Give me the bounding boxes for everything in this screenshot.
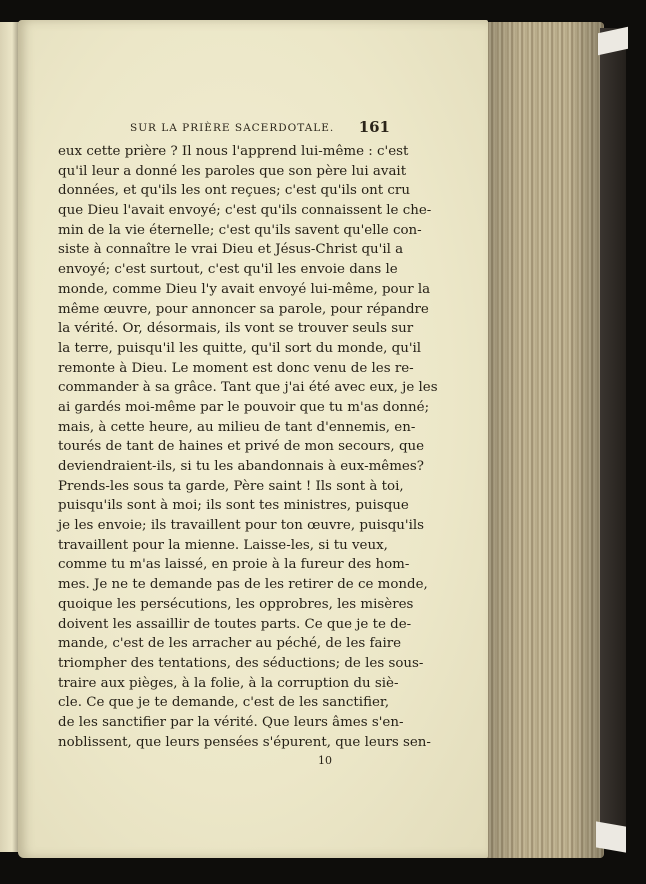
page-block-fore-edge bbox=[486, 22, 604, 858]
text-line: commander à sa grâce. Tant que j'ai été avec eux, je les bbox=[58, 380, 438, 396]
facing-page-edge bbox=[0, 22, 20, 852]
text-line: eux cette prière ? Il nous l'apprend lui-même : c'est bbox=[58, 144, 409, 159]
text-line: triompher des tentations, des séductions; de les sous- bbox=[58, 655, 424, 671]
text-line: monde, comme Dieu l'y avait envoyé lui-même, pour la bbox=[58, 281, 431, 297]
text-line: puisqu'ils sont à moi; ils sont tes ministres, puisque bbox=[58, 498, 409, 514]
text-line: que Dieu l'avait envoyé; c'est qu'ils connaissent le che- bbox=[58, 203, 432, 219]
text-line: mande, c'est de les arracher au péché, de les faire bbox=[58, 636, 402, 652]
text-line: quoique les persécutions, les opprobres, les misères bbox=[58, 596, 414, 612]
text-line: noblissent, que leurs pensées s'épurent, que leurs sen- bbox=[58, 734, 431, 750]
running-title: SUR LA PRIÈRE SACERDOTALE. bbox=[130, 122, 335, 134]
text-line: travaillent pour la mienne. Laisse-les, si tu veux, bbox=[58, 537, 388, 553]
text-line: envoyé; c'est surtout, c'est qu'il les envoie dans le bbox=[58, 262, 398, 278]
text-line: comme tu m'as laissé, en proie à la fureur des hom- bbox=[58, 557, 410, 573]
text-line: ai gardés moi-même par le pouvoir que tu m'as donné; bbox=[58, 399, 430, 415]
text-line: siste à connaître le vrai Dieu et Jésus-Christ qu'il a bbox=[58, 242, 404, 258]
paper-tab-bottom bbox=[596, 821, 626, 852]
body-text bbox=[58, 142, 438, 752]
text-line: de les sanctifier par la vérité. Que leurs âmes s'en- bbox=[58, 714, 404, 730]
text-line: mais, à cette heure, au milieu de tant d'ennemis, en- bbox=[58, 419, 416, 435]
text-line: même œuvre, pour annoncer sa parole, pour répandre bbox=[58, 301, 429, 317]
text-line: je les envoie; ils travaillent pour ton œuvre, puisqu'ils bbox=[58, 518, 425, 534]
text-line: qu'il leur a donné les paroles que son père lui avait bbox=[58, 163, 407, 179]
text-line: Prends-les sous ta garde, Père saint ! Ils sont à toi, bbox=[58, 478, 404, 494]
text-line: remonte à Dieu. Le moment est donc venu de les re- bbox=[58, 360, 414, 376]
text-line: la vérité. Or, désormais, ils vont se trouver seuls sur bbox=[58, 321, 414, 337]
text-line: deviendraient-ils, si tu les abandonnais à eux-mêmes? bbox=[58, 459, 424, 474]
text-line: mes. Je ne te demande pas de les retirer de ce monde, bbox=[58, 577, 428, 593]
text-line: données, et qu'ils les ont reçues; c'est qu'ils ont cru bbox=[58, 183, 410, 199]
signature-mark: 10 bbox=[318, 754, 332, 767]
page-number: 161 bbox=[358, 118, 390, 136]
text-line: doivent les assaillir de toutes parts. Ce que je te de- bbox=[58, 616, 412, 632]
text-line: cle. Ce que je te demande, c'est de les sanctifier, bbox=[58, 695, 390, 711]
text-line: traire aux pièges, à la folie, à la corruption du siè- bbox=[58, 675, 399, 691]
text-line: min de la vie éternelle; c'est qu'ils savent qu'elle con- bbox=[58, 222, 422, 238]
book-cover-board bbox=[600, 28, 626, 844]
page-header bbox=[130, 118, 390, 140]
text-line: la terre, puisqu'il les quitte, qu'il sort du monde, qu'il bbox=[58, 340, 422, 356]
text-line: tourés de tant de haines et privé de mon secours, que bbox=[58, 439, 425, 455]
